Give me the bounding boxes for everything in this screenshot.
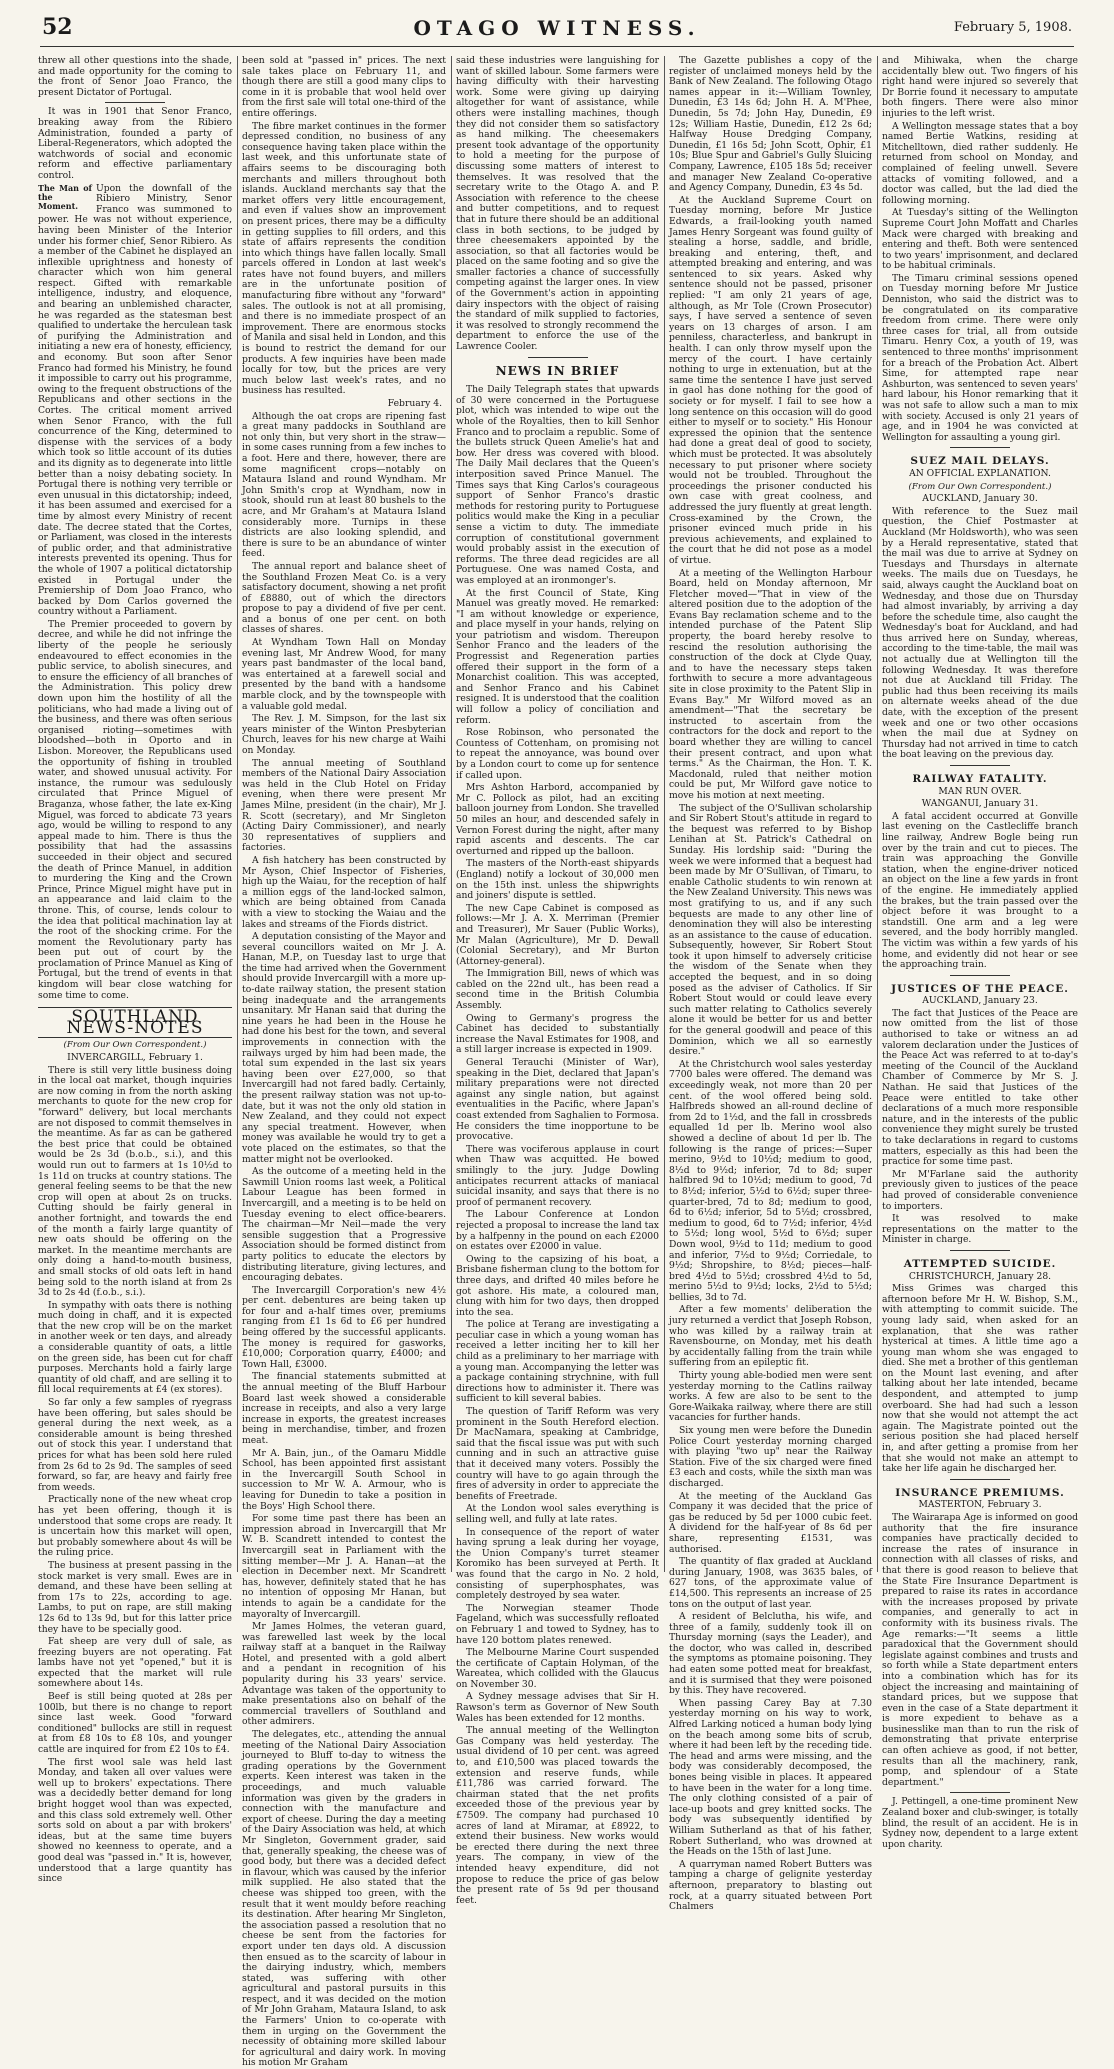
dateline: CHRISTCHURCH, January 28. (908, 1270, 1052, 1282)
article-paragraph: The Invercargill Corporation's new 4½ per cent. debentures are being taken up for four and a-half times over, premiums ranging from £1 1s 6d to £6 per hundred being offered by the successful applicants. The money is required for gasworks, £10,000; Corporation quarry, £4000; and Town Hall, £3000. (242, 1284, 446, 1370)
section-heading: RAILWAY FATALITY. (912, 773, 1048, 785)
newspaper-title: OTAGO WITNESS. (413, 16, 701, 40)
article-paragraph: At the Christchurch wool sales yesterday 7700 bales were offered. The demand was exceedingly weak, not more than 20 per cent. of the wool offered being sold. Halfbreds showed an all-round decline of from 2d to 1½d, and the fall in crossbreds equalled 1d per lb. Merino wool also showed a decline of about 1d per lb. The following is the range of prices:—Super merino, 9½d to 10½d; medium to good, 8½d to 9½d; inferior, 7d to 8d; super halfbred 9d to 10½d; medium to good, 7d to 8½d; inferior, 5½d to 6½d; super three-quarter-bred, 7d to 8d; medium to good, 6d to 6½d; inferior, 5d to 5½d; crossbred, medium to good, 6d to 7½d; inferior, 4½d to 5½d; long wool, 5½d to 6½d; super Down wool, 9½d to 11d; medium to good and inferior, 7½d to 9½d; Corriedale, to 9½d; Shropshire, to 8½d; pieces—half-bred 4½d to 5½d; crossbred 4½d to 5d, merino 5½d to 9½d; locks, 2½d to 5½d; bellies, 3d to 7d. (669, 1058, 872, 1303)
article-paragraph: It was in 1901 that Senor Franco, breaking away from the Ribiero Administration, founded a party of Liberal-Regenerators, which adopted the watchwords of social and economic reform and effective parliamentary control. (38, 106, 232, 181)
article-paragraph: In consequence of the report of water having sprung a leak during her voyage, the Union Company's turret steamer Koromiko has been surveyed at Perth. It was found that the cargo in No. 2 hold, consisting of superphosphates, was completely destroyed by sea water. (456, 1526, 659, 1602)
separator (105, 102, 165, 103)
article-paragraph: Mr James Holmes, the veteran guard, was farewelled last week by the local railway staff at a banquet in the Railway Hotel, and presented with a gold albert and a pendant in recognition of his popularity during his 33 years' service. Advantage was taken of the opportunity to make presentations also on behalf of the commercial travellers of Southland and other admirers. (242, 1621, 446, 1728)
subheading: AN OFFICIAL EXPLANATION. (909, 467, 1051, 479)
byline: (From Our Own Correspondent.) (63, 1040, 207, 1051)
dateline: MASTERTON, February 3. (918, 1499, 1042, 1511)
column-1 (38, 55, 232, 1885)
article-paragraph: At the London wool sales everything is selling well, and fully at late rates. (456, 1503, 659, 1525)
article-paragraph: The Wairarapa Age is informed on good authority that the fire insurance companies have practically decided to increase the rates of insurance in connection with all classes of risks, and that there is good reason to believe that the State Fire Insurance Department is prepared to raise its rates in accordance with the increases proposed by private companies, and generally to act in conformity with its business rivals. The Age remarks:—"It seems a little paradoxical that the Government should legislate against combines and trusts and so forth while a State department enters into a combination which has for its object the increasing and maintaining of standard prices, but we suppose that even in the case of a State department it is more expedient to behave as a businesslike man than to run the risk of demonstrating that private enterprise can often achieve as good, if not better, results than all the machinery, rank, pomp, and splendour of a State department." (882, 1512, 1078, 1788)
article-paragraph: General Terauchi (Minister of War), speaking in the Diet, declared that Japan's military preparations were not directed against any single nation, but against eventualities in the Pacific, where Japan's coast extended from Saghalien to Formosa. He considers the time inopportune to be provocative. (456, 1057, 659, 1143)
article-paragraph: Six young men were before the Dunedin Police Court yesterday morning charged with playing "two up" near the Railway Station. Five of the six charged were fined £3 each and costs, while the sixth man was discharged. (669, 1425, 872, 1489)
article-paragraph: The business at present passing in the stock market is very small. Ewes are in demand, and these have been selling at from 17s to 22s, according to age. Lambs, to put on rape, are still making 12s 6d to 13s 9d, but for this latter price they have to be specially good. (38, 1559, 232, 1635)
dateline: February 4. (387, 398, 442, 409)
article-paragraph: A fish hatchery has been constructed by Mr Ayson, Chief Inspector of Fisheries, high up the Waiau, for the reception of half a million eggs of the land-locked salmon, which are being obtained from Canada with a view to stocking the Waiau and the lakes and streams of the Fiords district. (242, 854, 446, 930)
article-paragraph: With reference to the Suez mail question, the Chief Postmaster at Auckland (Mr Holdsworth), who was seen by a Herald representative, stated that the mail was due to arrive at Sydney on Tuesdays and Thursdays in alternate weeks. The mails due on Tuesdays, he said, always caught the Auckland boat on Wednesday, and those due on Thursday had almost invariably, by arriving a day before the schedule time, also caught the Wednesday's boat for Auckland, and had thus arrived here on Sunday, whereas, according to the time-table, the mail was not actually due at Wellington till the following Wednesday. It was therefore not due at Auckland till Friday. The public had thus been receiving its mails on alternate weeks ahead of the due date, with the exception of the present week and one or two other occasions when the mail due at Sydney on Thursday had not arrived in time to catch the boat leaving on the previous day. (882, 505, 1078, 761)
dateline: AUCKLAND, January 23. (922, 995, 1038, 1007)
article-paragraph: Beef is still being quoted at 28s per 100lb, but there is no change to report since last week. Good "forward conditioned" bullocks are still in request at from £8 10s to £8 10s, and younger cattle are inquired for from £2 10s to £4. (38, 1691, 232, 1756)
article-paragraph: At the first Council of State, King Manuel was greatly moved. He remarked: "I am without knowledge or experience, and place myself in your hands, relying on your patriotism and wisdom. Thereupon Senhor Franco and the leaders of the Progressist and Regeneration parties offered their support in the form of a Monarchist coalition. This was accepted, and Senhor Franco and his Cabinet resigned. It is understood that the coalition will follow a policy of conciliation and reform. (456, 587, 659, 726)
article-paragraph: A fatal accident occurred at Gonville last evening on the Castlecliffe branch line railway, Andrew Bogle being run over by the train and cut to pieces. The train was approaching the Gonville station, when the engine-driver noticed an object on the line a few yards in front of the engine. He immediately applied the brakes, but the train passed over the object before it was brought to a standstill. One arm and a leg were severed, and the body horribly mangled. The victim was within a few yards of his home, and evidently did not hear or see the approaching train. (882, 810, 1078, 971)
article-paragraph: The quantity of flax graded at Auckland during January, 1908, was 3635 bales, of 627 tons, of the approximate value of £14,500. This represents an increase of 25 tons on the output of last year. (669, 1556, 872, 1610)
article-paragraph: There was vociferous applause in court when Thaw was acquitted. He bowed smilingly to the jury. Judge Dowling anticipates recurrent attacks of maniacal suicidal insanity, and says that there is no proof of permanent recovery. (456, 1143, 659, 1208)
article-paragraph: A quarryman named Robert Butters was tamping a charge of gelignite yesterday afternoon, preparatory to blasting out rock, at a quarry situated between Port Chalmers (669, 1858, 872, 1913)
article-paragraph: A Wellington message states that a boy named Bertie Watkins, residing at Mitchelltown, died rather suddenly. He returned from school on Monday, and complained of feeling unwell. Severe attacks of vomiting followed, and a doctor was called, but the lad died the following morning. (882, 120, 1078, 206)
section-heading: INSURANCE PREMIUMS. (895, 1486, 1065, 1499)
article-paragraph: Practically none of the new wheat crop has yet been offering, though it is understood that some crops are ready. It is uncertain how this market will open, but probably somewhere about 4s will be the ruling price. (38, 1494, 232, 1559)
article-paragraph: J. Pettingell, a one-time prominent New Zealand boxer and club-swinger, is totally blind, the result of an accident. He is in Sydney now, dependent to a large extent upon charity. (882, 1796, 1078, 1850)
column-3 (456, 55, 659, 1906)
article-paragraph: The Gazette publishes a copy of the register of unclaimed moneys held by the Bank of New Zealand. The following Otago names appear in it:—William Townley, Dunedin, £3 14s 6d; John H. A. M'Phee, Dunedin, 5s 7d; John Hay, Dunedin, £9 12s; William Hastie, Dunedin, £12 2s 6d; Halfway House Dredging Company, Dunedin, £1 16s 5d; John Scott, Ophir, £1 10s; Blue Spur and Gabriel's Gully Sluicing Company, Lawrence, £105 18s 5d; receiver and manager New Zealand Co-operative and Agency Company, Dunedin, £3 4s 5d. (669, 55, 872, 194)
dateline: AUCKLAND, January 30. (922, 493, 1038, 505)
separator (950, 1792, 1010, 1793)
separator (950, 1479, 1010, 1480)
column-4 (669, 55, 872, 1913)
section-heading: JUSTICES OF THE PEACE. (891, 982, 1069, 995)
article-paragraph: At Wyndham Town Hall on Monday evening last, Mr Andrew Wood, for many years past bandmaster of the local band, was entertained at a farewell social and presented by the band with a handsome marble clock, and by the townspeople with a valuable gold medal. (242, 637, 446, 712)
article-paragraph: The masters of the North-east shipyards (England) notify a lockout of 30,000 men on the 15th inst. unless the shipwrights and joiners' dispute is settled. (456, 858, 659, 902)
article-paragraph: The annual meeting of Southland members of the National Dairy Association was held in the Club Hotel on Friday evening, when there were present Mr James Milne, president (in the chair), Mr J. R. Scott (secretary), and Mr Singleton (Acting Dairy Commissioner), and nearly 30 representatives of suppliers and factories. (242, 757, 446, 854)
article-paragraph: In sympathy with oats there is nothing much doing in chaff, and it is expected that the new crop will be on the market in another week or ten days, and already a considerable quantity of oats, a little on the green side, has been cut for chaff purposes. Merchants hold a fairly large quantity of old chaff, and are selling it to fill local requirements at £4 (ex stores). (38, 1299, 232, 1396)
separator (950, 975, 1010, 976)
section-heading: NEWS IN BRIEF (495, 363, 620, 378)
article-paragraph: The subject of the O'Sullivan scholarship and Sir Robert Stout's attitude in regard to the bequest was referred to by Bishop Lenihan at St. Patrick's Cathedral on Sunday. His lordship said: "During the week we were informed that a bequest had been made by Mr O'Sullivan, of Timaru, to enable Catholic students to win renown at the New Zealand University. This news was most gratifying to us, and if any such bequests are made to any other line of denomination they will also be interesting as an assistance to the cause of education. Subsequently, however, Sir Robert Stout took it upon himself to adversely criticise the wisdom of the Senate when they accepted the bequest, and in so doing posed as the adviser of Catholics. If Sir Robert Stout would or could leave every such matter relating to Catholics severely alone it would be better for us and better for the general goodwill and peace of this Dominion, which we all so earnestly desire." (669, 802, 872, 1058)
article-paragraph: said these industries were languishing for want of skilled labour. Some farmers were having difficulty with their harvesting work. Some were giving up dairying altogether for want of assistance, while others were installing machines, though they did not consider them so satisfactory as hand milking. The cheesemakers present took advantage of the opportunity to hold a meeting for the purpose of discussing some matters of interest to themselves. It was resolved that the secretary write to the Otago A. and P. Association with reference to the cheese and butter competitions, and to request that in future there should be an additional class in both sections, to be judged by three cheesemakers appointed by the association, so that all factories would be placed on the same footing and so give the smaller factories a chance of successfully competing against the larger ones. In view of the Government's action in appointing dairy inspectors with the object of raising the standard of milk supplied to factories, it was resolved to strongly recommend the department to enforce the use of the Lawrence Cooler. (456, 55, 659, 353)
separator (950, 765, 1010, 766)
article-paragraph: Although the oat crops are ripening fast a great many paddocks in Southland are not only thin, but very short in the straw—in some cases running from a few inches to a foot. Here and there, however, there are some magnificent crops—notably on Mataura Island and round Wyndham. Mr John Smith's crop at Wyndham, now in stook, should run at least 80 bushels to the acre, and Mr Graham's at Mataura Island considerably more. Turnips in these districts are also looking splendid, and there is sure to be an abundance of winter feed. (242, 410, 446, 560)
article-paragraph: and Mihiwaka, when the charge accidentally blew out. Two fingers of his right hand were injured so severely that Dr Borrie found it necessary to amputate both fingers. There were also minor injuries to the left wrist. (882, 55, 1078, 119)
article-paragraph: threw all other questions into the shade, and made opportunity for the coming to the front of Senor Joao Franco, the present Dictator of Portugal. (38, 55, 232, 98)
section-heading: ATTEMPTED SUICIDE. (903, 1257, 1057, 1270)
article-paragraph: Upon the downfall of the Ribiero Ministry, Senor Franco was summoned to power. He was not without experience, having been Minister of the Interior under his former chief, Senor Ribiero. As a member of the Cabinet he displayed an inflexible uprightness and honesty of character which won him general respect. Gifted with remarkable intelligence, industry, and eloquence, and bearing an unblemished character, he was regarded as the statesman best qualified to undertake the herculean task of purifying the Administration and initiating a new era of honesty, efficiency, and economy. But soon after Senor Franco had formed his Ministry, he found it impossible to carry out his programme, owing to the frequent obstructions of the Republicans and other sections in the Cortes. The critical moment arrived when Senor Franco, with the full concurrence of the King, determined to dispense with the services of a body which took so little account of its duties and its dignity as to degenerate into little better than a noisy debating society. In Portugal there is nothing very terrible or even unusual in this dictatorship; indeed, it has been assumed and exercised for a time by almost every Ministry of recent date. The decree stated that the Cortes, or Parliament, was closed in the interests of public order, and that administrative interests prevented its opening. Thus for the whole of 1907 a political dictatorship existed in Portugal under the Premiership of Dom Joao Franco, who backed by Dom Carlos governed the country without a Parliament. (38, 182, 232, 618)
column-rule (877, 56, 878, 1572)
masthead (40, 10, 1074, 47)
dateline: INVERCARGILL, February 1. (67, 1052, 203, 1064)
article-paragraph: The annual report and balance sheet of the Southland Frozen Meat Co. is a very satisfactory document, showing a net profit of £8880, out of which the directors propose to pay a dividend of five per cent. and a bonus of one per cent. on both classes of shares. (242, 560, 446, 636)
separator (528, 380, 588, 381)
article-paragraph: It was resolved to make representations on the matter to the Minister in charge. (882, 1213, 1078, 1246)
article-paragraph: The financial statements submitted at the annual meeting of the Bluff Harbour Board last week showed a considerable increase in receipts, and also a very large increase in exports, the greatest increases being in merchandise, timber, and frozen meat. (242, 1371, 446, 1446)
article-paragraph: The Timaru criminal sessions opened on Tuesday morning before Mr Justice Denniston, who said the district was to be congratulated on its comparative freedom from crime. There were only three cases for trial, all from outside Timaru. Henry Cox, a youth of 19, was sentenced to three months' imprisonment for a breach of the Probation Act. Albert Sime, for attempted rape near Ashburton, was sentenced to seven years' hard labour, his Honor remarking that it was not safe to allow such a man to mix with society. Accused is only 21 years of age, and in 1904 he was convicted at Wellington for assaulting a young girl. (882, 272, 1078, 443)
article-paragraph: The police at Terang are investigating a peculiar case in which a young woman has received a letter inciting her to kill her child as a preliminary to her marriage with a young man. Accompanying the letter was a package containing strychnine, with full directions how to administer it. There was sufficient to kill several babies. (456, 1319, 659, 1405)
article-paragraph: The Rev. J. M. Simpson, for the last six years minister of the Winton Presbyterian Church, leaves for his new charge at Waihi on Monday. (242, 713, 446, 756)
article-paragraph: The Melbourne Marine Court suspended the certificate of Captain Holyman, of the Wareatea, which collided with the Glaucus on November 30. (456, 1647, 659, 1690)
article-paragraph: A deputation consisting of the Mayor and several councillors waited on Mr J. A. Hanan, M.P., on Tuesday last to urge that the time had arrived when the Government should provide Invercargill with a more up-to-date railway station, the present station being inadequate and the arrangements unsanitary. Mr Hanan said that during the nine years he had been in the House he had done his best for the town, and several improvements in connection with the railways urged by him had been made, the total sum expended in the last six years having been over £27,000, so that Invercargill had not fared badly. Certainly, the present railway station was not up-to-date, but it was not the only old station in New Zealand, and they could not expect any special treatment. However, when money was available he would try to get a vote placed on the estimates, so that the matter might not be overlooked. (242, 931, 446, 1165)
article-paragraph: The first wool sale was held last Monday, and taken all over values were well up to brokers' expectations. There was a decidedly better demand for long bright hogget wool than was expected, and this class sold extremely well. Other sorts sold on about a par with brokers' ideas, but at the same time buyers showed no keenness to operate, and a good deal was "passed in." It is, however, understood that a large quantity has since (38, 1756, 232, 1885)
article-paragraph: Mrs Ashton Harbord, accompanied by Mr C. Pollock as pilot, had an exciting balloon journey from London. She travelled 50 miles an hour, and descended safely in Vernon Forest during the night, after many rapid ascents and descents. The car overturned and ripped up the balloon. (456, 782, 659, 857)
article-paragraph: So far only a few samples of ryegrass have been offering, but sales should be general during the next week, as a considerable amount is being threshed out of stock this year. I understand that prices for what has been sold here ruled from 2s 6d to 2s 9d. The samples of seed forward, so far, are heavy and fairly free from weeds. (38, 1397, 232, 1493)
article-paragraph: There is still very little business doing in the local oat market, though inquiries are now coming in from the north asking merchants to quote for the new crop for "forward" delivery, but local merchants are not disposed to commit themselves in the meantime. As far as can be gathered the best price that could be obtained would be 2s 3d (b.o.b., s.i.), and this would run out to farmers at 1s 10½d to 1s 11d on trucks at country stations. The general feeling seems to be that the new crop will open at about 2s on trucks. Cutting should be fairly general in another fortnight, and towards the end of the month a fairly large quantity of new oats should be offering on the market. In the meantime merchants are only doing a hand-to-mouth business, and small stocks of old oats left in hand being sold to the north island at from 2s 3d to 2s 4d (f.o.b., s.i.). (38, 1064, 232, 1299)
side-heading: The Man of the Moment. (38, 182, 92, 211)
article-paragraph: As the outcome of a meeting held in the Sawmill Union rooms last week, a Political Labour League has been formed in Invercargill, and a meeting is to be held on Tuesday evening to elect office-bearers. The chairman—Mr Neil—made the very sensible suggestion that a Progressive Association should be formed distinct from party politics to educate the electors by distributing literature, giving lectures, and encouraging debates. (242, 1166, 446, 1284)
article-paragraph: Rose Robinson, who personated the Countess of Cottenham, on promising not to repeat the annoyance, was bound over by a London court to come up for sentence if called upon. (456, 727, 659, 781)
article-paragraph: At the Auckland Supreme Court on Tuesday morning, before Mr Justice Edwards, a frail-looking youth named James Henry Sorgeant was found guilty of stealing a horse, saddle, and bridle, breaking and entering, theft, and attempted breaking and entering, and was sentenced to six years. Asked why sentence should not be passed, prisoner replied: "I am only 21 years of age, although, as Mr Tole (Crown Prosecutor) says, I have served a sentence of seven years on 13 charges of arson. I am penniless, characterless, and bankrupt in health. I can only throw myself upon the mercy of the court. I have certainly nothing to urge in extenuation, but at the same time the sentence I have just served in gaol has done nothing for the good of society or for myself. I fail to see how a long sentence on this occasion will do good either to myself or to society." His Honour expressed the opinion that the sentence had done a great deal of good to society, which must be protected. It was absolutely necessary to put prisoner where society would not be troubled. Throughout the proceedings the prisoner conducted his own case with great coolness, and addressed the jury fluently at great length. Cross-examined by the Crown, the prisoner evinced much pride in his previous achievements, and explained to the court that he did not pose as a model of virtue. (669, 194, 872, 566)
article-paragraph: At a meeting of the Wellington Harbour Board, held on Monday afternoon, Mr Fletcher moved—"That in view of the altered position due to the adoption of the Evans Bay reclamation scheme and to the intended purchase of the Patent Slip property, the board hereby resolve to rescind the resolution authorising the construction of the dock at Clyde Quay, and to have the necessary steps taken forthwith to secure a more advantageous site in close proximity to the Patent Slip in Evans Bay." Mr Wilford moved as an amendment—"That the secretary be instructed to ascertain from the contractors for the dock and report to the board whether they are willing to cancel their present contract, and upon what terms." As the Chairman, the Hon. T. K. Macdonald, ruled that neither motion could be put, Mr Wilford gave notice to move his motion at next meeting. (669, 567, 872, 801)
article-paragraph: When passing Carey Bay at 7.30 yesterday morning on his way to work, Alfred Larking noticed a human body lying on the beach among some bits of scrub, where it had been left by the receding tide. The head and arms were missing, and the body was considerably decomposed, the bones being visible in places. It appeared to have been in the water for a long time. The only clothing consisted of a pair of lace-up boots and grey knitted socks. The body was subsequently identified by William Sutherland as that of his father, Robert Sutherland, who was drowned at the Heads on the 15th of last June. (669, 1697, 872, 1858)
article-paragraph: The Labour Conference at London rejected a proposal to increase the land tax by a halfpenny in the pound on each £2000 on estates over £2000 in value. (456, 1209, 659, 1253)
article-paragraph: At Tuesday's sitting of the Wellington Supreme Court John Moffatt and Charles Mack were charged with breaking and entering and theft. Both were sentenced to two years' imprisonment, and declared to be habitual criminals. (882, 207, 1078, 272)
article-paragraph: The Immigration Bill, news of which was cabled on the 22nd ult., has been read a second time in the British Columbia Assembly. (456, 968, 659, 1012)
article-paragraph: The Daily Telegraph states that upwards of 30 were concerned in the Portuguese plot, which was intended to wipe out the whole of the Royalties, then to kill Senhor Franco and to proclaim a republic. Some of the bullets struck Queen Amelie's hat and bow. Her dress was covered with blood. The Daily Mail declares that the Queen's interposition saved Prince Manuel. The Times says that King Carlos's courageous support of Senhor Franco's drastic methods for restoring purity to Portuguese politics would make the King in a peculiar sense a victim to duty. The immediate corruption of constitutional government would probably assist in the execution of reforms. The three dead regicides are all Portuguese. One was named Costa, and was employed at an ironmonger's. (456, 384, 659, 586)
section-heading: SOUTHLAND NEWS-NOTES (38, 1007, 232, 1038)
article-paragraph: The fibre market continues in the former depressed condition, no business of any consequence having taken place within the last week, and this unfortunate state of affairs seems to be discouraging both merchants and millers throughout both islands. Auckland merchants say that the market offers very little encouragement, and even if values show an improvement on present prices, there may be a difficulty in getting supplies to fill orders, and this state of affairs represents the condition into which things have fallen locally. Small parcels offered in London at last week's rates have not found buyers, and millers are in the unfortunate position of manufacturing fibre without any "forward" sales. The outlook is not at all promising, and there is no immediate prospect of an improvement. There are enormous stocks of Manila and sisal held in London, and this is bound to restrict the demand for our products. A few inquiries have been made locally for tow, but the prices are very much below last week's rates, and no business has resulted. (242, 120, 446, 397)
article-paragraph: Miss Grimes was charged this afternoon before Mr H. W. Bishop, S.M., with attempting to commit suicide. The young lady said, when asked for an explanation, that she was rather hysterical at times. A little time ago a young man whom she was engaged to died. She met a brother of this gentleman on the Mount last evening, and after talking about her late intended, became despondent, and attempted to jump overboard. She had had such a lesson now that she would not attempt the act again. The Magistrate pointed out the serious position she had placed herself in, and after getting a promise from her that she would not make an attempt to take her life again he discharged her. (882, 1283, 1078, 1475)
column-rule (664, 56, 665, 1572)
article-paragraph: Owing to the capsizing of his boat, a Brisbane fisherman clung to the bottom for three days, and drifted 40 miles before he got ashore. His mate, a coloured man, clung with him for two days, then dropped into the sea. (456, 1253, 659, 1318)
article-paragraph: The annual meeting of the Wellington Gas Company was held yesterday. The usual dividend of 10 per cent. was agreed to, and £10,500 was placed towards the extension and reserve funds, while £11,786 was carried forward. The chairman stated that the net profits exceeded those of the previous year by £7509. The company had purchased 10 acres of land at Miramar, at £8922, to extend their business. New works would be erected there during the next three years. The company, in view of the intended heavy expenditure, did not propose to reduce the price of gas below the present rate of 5s 9d per thousand feet. (456, 1725, 659, 1906)
article-paragraph: Mr M'Farlane said the authority previously given to justices of the peace had proved of considerable convenience to importers. (882, 1168, 1078, 1212)
article-paragraph: The new Cape Cabinet is composed as follows:—Mr J. A. X. Merriman (Premier and Treasurer), Mr Sauer (Public Works), Mr Malan (Agriculture), Mr D. Dewall (Colonial Secretary), and Mr Burton (Attorney-general). (456, 902, 659, 967)
article-paragraph: The fact that Justices of the Peace are now omitted from the list of those authorised to take or witness an ad valorem declaration under the Justices of the Peace Act was referred to at to-day's meeting of the Council of the Auckland Chamber of Commerce by Mr S. J. Nathan. He said that Justices of the Peace were entitled to take other declarations of a much more responsible nature, and in the interests of the public convenience they might surely be trusted to take declarations in regard to customs matters, especially as this had been the practice for some time past. (882, 1007, 1078, 1168)
subheading: MAN RUN OVER. (938, 785, 1022, 797)
dateline: WANGANUI, January 31. (921, 798, 1039, 810)
column-2 (242, 55, 446, 2069)
article-paragraph: Owing to Germany's progress the Cabinet has decided to substantially increase the Naval Estimates for 1908, and a still larger increase is expected in 1909. (456, 1012, 659, 1056)
column-rule (237, 56, 238, 1572)
section-heading: SUEZ MAIL DELAYS. (910, 455, 1050, 468)
article-paragraph: Mr A. Bain, jun., of the Oamaru Middle School, has been appointed first assistant in the Invercargill South School in succession to Mr W. A. Armour, who is leaving for Dunedin to take a position in the Boys' High School there. (242, 1447, 446, 1512)
article-paragraph: A Sydney message advises that Sir H. Rawson's term as Governor of New South Wales has been extended for 12 months. (456, 1691, 659, 1724)
separator (950, 447, 1010, 448)
issue-date: February 5, 1908. (953, 20, 1072, 35)
article-paragraph: A resident of Belclutha, his wife, and three of a family, suddenly took ill on Thursday morning (says the Leader), and the doctor, who was called in, described the symptoms as ptomaine poisoning. They had eaten some potted meat for breakfast, and it is surmised that they were poisoned by this. They have recovered. (669, 1611, 872, 1697)
article-paragraph: The Premier proceeded to govern by decree, and while he did not infringe the liberty of the people he seriously endeavoured to effect economies in the public service, to abolish sinecures, and to ensure the efficiency of all branches of the Administration. This policy drew down upon him the hostility of all the politicians, who had made a living out of the business, and there was often serious organised rioting—sometimes with bloodshed—both in Oporto and in Lisbon. Moreover, the Republicans used the opportunity of fishing in troubled water, and showed unusual activity. For instance, the rumour was sedulously circulated that Prince Miguel of Braganza, whose father, the late ex-King Miguel, was forced to abdicate 73 years ago, would be willing to respond to any appeal made to him. There is thus the possibility that had the assassins succeeded in their object and secured the death of Prince Manuel, in addition to murdering the King and the Crown Prince, Prince Miguel might have put in an appearance and laid claim to the throne. This, of course, lends colour to the idea that political machination lay at the root of the shocking crime. For the moment the Revolutionary party has been put out of court by the proclamation of Prince Manuel as King of Portugal, but the trend of events in that kingdom will bear close watching for some time to come. (38, 618, 232, 1001)
column-rule (451, 56, 452, 1572)
article-paragraph: Thirty young able-bodied men were sent yesterday morning to the Catlins railway works. A few are also to be sent to the Gore-Waikaka railway, where there are still vacancies for further hands. (669, 1370, 872, 1424)
article-paragraph: Fat sheep are very dull of sale, as freezing buyers are not operating. Fat lambs have not yet "opened," but it is expected that the market will rule somewhere about 14s. (38, 1636, 232, 1690)
article-paragraph: The delegates, etc., attending the annual meeting of the National Dairy Association journeyed to Bluff to-day to witness the grading operations by the Government experts. Keen interest was taken in the proceedings, and much valuable information was given by the graders in connection with the manufacture and export of cheese. During the day a meeting of the Dairy Association was held, at which Mr Singleton, Government grader, said that, generally speaking, the cheese was of good body, but there was a decided defect in flavour, which was caused by the inferior milk supplied. He also stated that the cheese was shipped too green, with the result that it went mouldy before reaching its destination. After hearing Mr Singleton, the association passed a resolution that no cheese be sent from the factories for export under ten days old. A discussion then ensued as to the scarcity of labour in the dairying industry, which, members stated, was suffering with other agricultural and pastoral pursuits in this respect, and it was decided on the motion of Mr John Graham, Mataura Island, to ask the Farmers' Union to co-operate with them in urging on the Government the necessity of obtaining more skilled labour for agricultural and dairy work. In moving his motion Mr Graham (242, 1729, 446, 2069)
article-paragraph: For some time past there has been an impression abroad in Invercargill that Mr W. B. Scandrett intended to contest the Invercargill seat in Parliament with the sitting member—Mr J. A. Hanan—at the election in December next. Mr Scandrett has, however, definitely stated that he has no intention of opposing Mr Hanan, but intends to again be a candidate for the mayoralty of Invercargill. (242, 1513, 446, 1620)
article-paragraph: The question of Tariff Reform was very prominent in the South Hereford election. Dr MacNamara, speaking at Cambridge, said that the fiscal issue was put with such cunning and in such an attractive guise that it deceived many voters. Possibly the country will have to go again through the fires of adversity in order to appreciate the benefits of Freetrade. (456, 1406, 659, 1502)
separator (950, 1250, 1010, 1251)
article-paragraph: been sold at "passed in" prices. The next sale takes place on February 11, and though there are still a good many clips to come in it is probable that wool held over from the first sale will total one-third of the entire offerings. (242, 55, 446, 119)
article-paragraph: The Norwegian steamer Thode Fageland, which was successfully refloated on February 1 and towed to Sydney, has to have 120 bottom plates renewed. (456, 1602, 659, 1646)
page-number: 52 (42, 14, 73, 40)
column-5 (882, 55, 1078, 1850)
article-paragraph: At the meeting of the Auckland Gas Company it was decided that the price of gas be reduced by 5d per 1000 cubic feet. A dividend for the half-year of 8s 6d per share, representing £1531, was authorised. (669, 1490, 872, 1555)
separator (528, 357, 588, 358)
article-paragraph: After a few moments' deliberation the jury returned a verdict that Joseph Robson, who was killed by a railway train at Ravensbourne, on Monday, met his death by accidentally falling from the train while suffering from an epileptic fit. (669, 1304, 872, 1369)
byline: (From Our Own Correspondent.) (908, 481, 1052, 492)
